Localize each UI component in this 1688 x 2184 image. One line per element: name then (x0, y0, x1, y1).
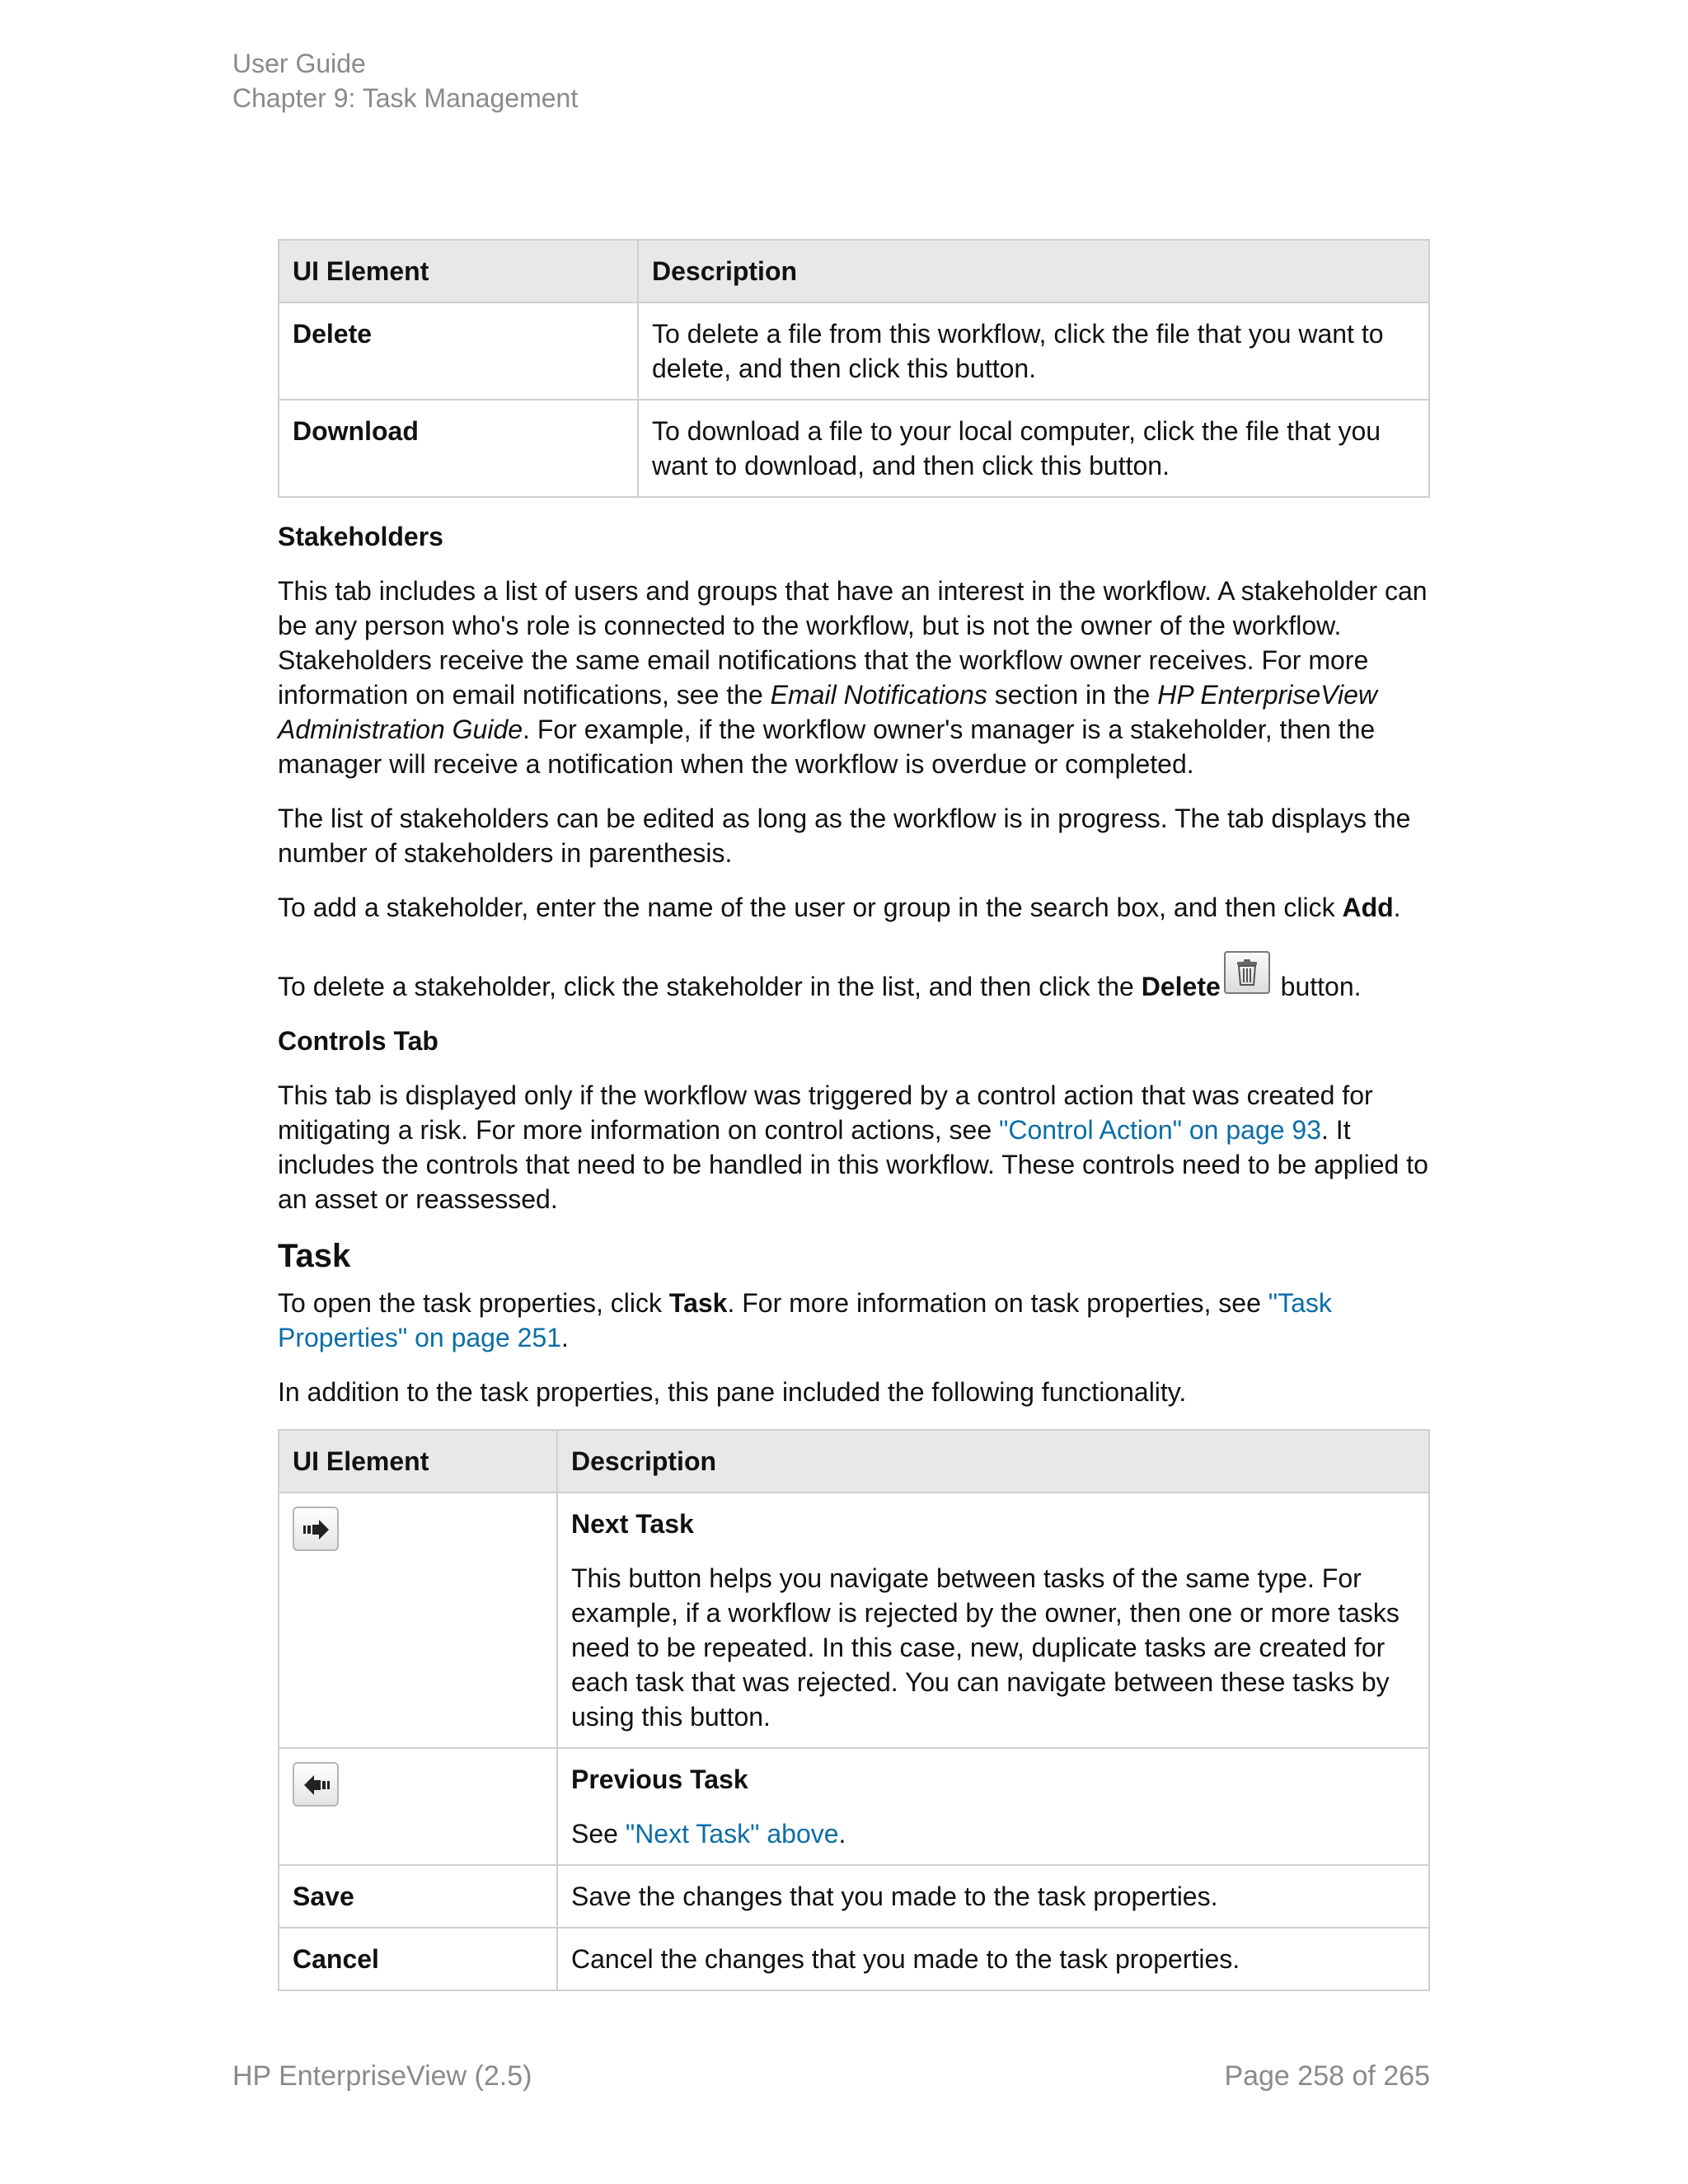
table-row (279, 302, 1429, 400)
controls-tab-heading: Controls Tab (278, 1026, 438, 1056)
table-row (279, 1748, 1429, 1865)
text: To add a stakeholder, enter the name of the user or group in the search box, and then click (278, 893, 1343, 922)
task-heading: Task (278, 1238, 351, 1274)
description-cell: To download a file to your local computer, click the file that you want to download, and then click this button. (638, 400, 1429, 497)
next-task-link[interactable]: "Next Task" above (625, 1819, 839, 1849)
stakeholders-heading: Stakeholders (278, 522, 443, 551)
column-header-description: Description (638, 240, 1429, 302)
add-label: Add (1342, 893, 1394, 922)
text: This tab is displayed only if the workflow was triggered by a control action that was created for mitigating a risk. For more information on control actions, see (278, 1080, 1373, 1145)
table-header-row (279, 240, 1429, 302)
description-cell (557, 1493, 1429, 1748)
text: . (838, 1819, 846, 1849)
stakeholders-edit-note: The list of stakeholders can be edited as long as the workflow is in progress. The tab displays the number of stakeholders in parenthesis. (278, 804, 1411, 868)
arrow-right-icon (293, 1507, 339, 1551)
task-open-instruction (278, 1286, 1430, 1355)
text: . For example, if the workflow owner's manager is a stakeholder, then the manager will receive a notification when the workflow is overdue or completed. (278, 715, 1376, 779)
footer-page-number: Page 258 of 265 (1224, 2060, 1430, 2092)
description-cell: To delete a file from this workflow, click the file that you want to delete, and then click this button. (638, 302, 1429, 400)
description-cell: Save the changes that you made to the task properties. (557, 1865, 1429, 1928)
text: button. (1273, 972, 1362, 1001)
guide-title: User Guide (232, 49, 366, 78)
text: See (571, 1819, 626, 1849)
delete-label: Delete (1141, 972, 1221, 1001)
column-header-description: Description (557, 1430, 1429, 1493)
trash-icon (1224, 951, 1270, 994)
text: . (1393, 893, 1401, 922)
footer-product: HP EnterpriseView (2.5) (232, 2060, 532, 2092)
text: . It includes the controls that need to be handled in this workflow. These controls need to be applied to an asset or reassessed. (278, 1115, 1428, 1214)
text: section in the (987, 680, 1158, 710)
column-header-ui-element: UI Element (279, 240, 638, 302)
text: . For more information on task properties, see (727, 1288, 1268, 1318)
ui-element-cell: Save (279, 1865, 557, 1928)
table-row (279, 1928, 1429, 1990)
next-task-description: This button helps you navigate between tasks of the same type. For example, if a workflow is rejected by the owner, then one or more tasks need to be repeated. In this case, new, duplicate tasks are created for each task that was rejected. You can navigate between these tasks by using this button. (571, 1563, 1400, 1732)
files-ui-table (278, 239, 1430, 498)
table-row (279, 1865, 1429, 1928)
running-header (232, 46, 578, 115)
ui-element-cell (279, 1748, 557, 1865)
next-task-title: Next Task (571, 1509, 694, 1539)
text: To open the task properties, click (278, 1288, 669, 1318)
description-cell (557, 1748, 1429, 1865)
text: This tab includes a list of users and groups that have an interest in the workflow. A stakeholder can be any person who's role is connected to the workflow, but is not the owner of the workflow. Stakeholders receive the same email notifications that the workflow owner receives. For more information on email notifications, see the (278, 576, 1428, 710)
table-row (279, 1493, 1429, 1748)
ui-element-cell (279, 1493, 557, 1748)
admin-guide-ref: HP EnterpriseView Administration Guide (278, 680, 1377, 744)
task-label: Task (668, 1288, 728, 1318)
page-content (278, 239, 1430, 1991)
stakeholders-intro (278, 574, 1430, 781)
email-notifications-ref: Email Notifications (770, 680, 987, 710)
arrow-left-icon (293, 1762, 339, 1807)
ui-element-cell: Delete (279, 302, 638, 400)
text: To delete a stakeholder, click the stakeholder in the list, and then click the (278, 972, 1142, 1001)
add-stakeholder-instruction (278, 890, 1430, 925)
table-row (279, 400, 1429, 497)
column-header-ui-element: UI Element (279, 1430, 557, 1493)
control-action-link[interactable]: "Control Action" on page 93 (999, 1115, 1322, 1145)
ui-element-cell: Download (279, 400, 638, 497)
text: . (561, 1323, 569, 1352)
description-cell: Cancel the changes that you made to the task properties. (557, 1928, 1429, 1990)
previous-task-title: Previous Task (571, 1765, 748, 1794)
controls-tab-description (278, 1078, 1430, 1216)
delete-stakeholder-instruction (278, 951, 1430, 1004)
table-header-row (279, 1430, 1429, 1493)
chapter-title: Chapter 9: Task Management (232, 83, 579, 113)
previous-task-description (571, 1816, 1415, 1851)
task-functionality-intro: In addition to the task properties, this pane included the following functionality. (278, 1377, 1187, 1407)
ui-element-cell: Cancel (279, 1928, 557, 1990)
task-properties-link[interactable]: "Task Properties" on page 251 (278, 1288, 1332, 1352)
task-ui-table (278, 1429, 1430, 1991)
